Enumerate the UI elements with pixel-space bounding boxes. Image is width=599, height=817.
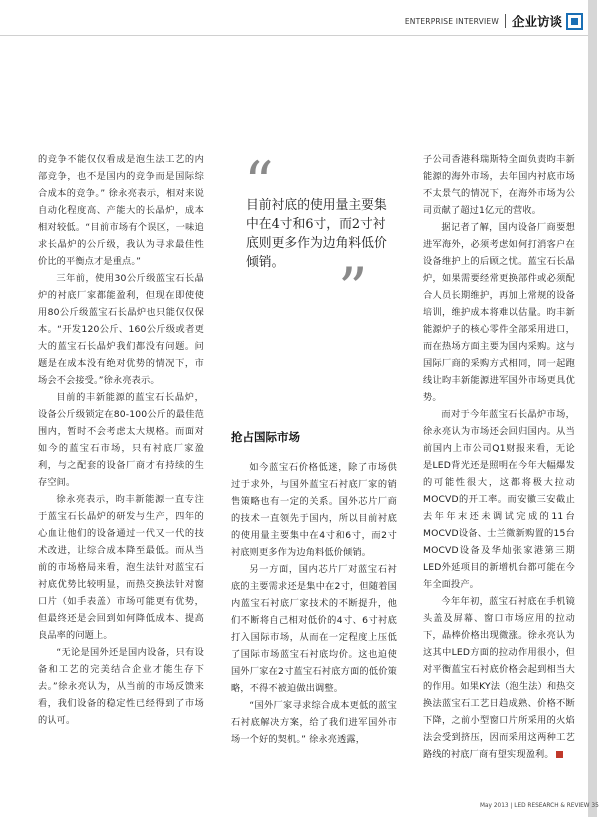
section-label-cn: 企业访谈 bbox=[511, 14, 562, 29]
issue-date: May 2013 bbox=[480, 803, 509, 809]
paragraph: “无论是国外还是国内设备，只有设备和工艺的完美结合企业才能生存下去。”徐永亮认为，从当前的市场反馈来看，我们设备的稳定性已经得到了市场的认可。 bbox=[38, 647, 204, 726]
article-column-1 bbox=[38, 151, 204, 729]
paragraph: 的竞争不能仅仅看成是泡生法工艺的内部竞争，也不是国内的竞争而是国际综合成本的竞争。” 徐永亮表示，相对来说自动化程度高、产能大的长晶炉，成本相对较低。“目前市场有个误区，一味追求长晶炉的公斤级，我认为寻求最佳性价比的平衡点才是重点。” bbox=[38, 154, 204, 267]
open-quote-icon: “ bbox=[244, 149, 274, 217]
footer-divider: | bbox=[510, 803, 515, 809]
magazine-logo-icon bbox=[566, 13, 583, 30]
section-label-en: ENTERPRISE INTERVIEW bbox=[404, 16, 499, 26]
article-column-3 bbox=[423, 151, 575, 763]
article-end-icon bbox=[556, 751, 563, 758]
close-quote-icon: ” bbox=[338, 255, 368, 323]
article-column-2 bbox=[231, 459, 397, 748]
paragraph: 目前的丰新能源的蓝宝石长晶炉，设备公斤级锁定在80-100公斤的最佳范围内，暂时不会考虑太大规格。而面对如今的蓝宝石市场，只有衬底厂家盈利，与之配套的设备厂商才有持续的生存空间。 bbox=[38, 392, 204, 488]
magazine-name: LED RESEARCH & REVIEW bbox=[514, 803, 590, 809]
paragraph bbox=[423, 593, 575, 763]
page-number: 35 bbox=[591, 803, 599, 809]
paragraph: 而对于今年蓝宝石长晶炉市场，徐永亮认为市场还会回归国内。从当前国内上市公司Q1财报来看，无论是LED背光还是照明在今年大幅爆发的可能性很大，这都将极大拉动MOCVD的开工率。而安徽三安截止去年年末还未调试完成的11台MOCVD设备、士兰微新购置的15台MOCVD设备及华灿张家港第三期LED外延项目的新增机台都可能在今年全面投产。 bbox=[423, 409, 575, 590]
paragraph: 据记者了解，国内设备厂商要想进军海外，必须考虑如何打消客户在设备维护上的后顾之忧。蓝宝石长晶炉，如果需要经常更换部件或必须配合人员长期维护，再加上常规的设备培训，维护成本将难以估量。昀丰新能源炉子的核心零件全部采用进口，而在热场方面主要为国内采购。这与国际厂商的采购方式相同，同一起跑线让昀丰新能源进军国外市场更具优势。 bbox=[423, 222, 575, 403]
pull-quote-text: 目前衬底的使用量主要集中在4寸和6寸，而2寸衬底则更多作为边角料低价倾销。 bbox=[246, 198, 387, 270]
paragraph: “国外厂家寻求综合成本更低的蓝宝石衬底解决方案，给了我们进军国外市场一个好的契机。” 徐永亮透露， bbox=[231, 700, 397, 745]
header-divider bbox=[505, 14, 506, 28]
paragraph: 如今蓝宝石价格低迷，除了市场供过于求外，与国外蓝宝石衬底厂家的销售策略也有一定的关系。国外芯片厂商的技术一直领先于国内，所以目前衬底的使用量主要集中在4寸和6寸，而2寸衬底则更多作为边角料低价倾销。 bbox=[231, 462, 397, 558]
paragraph: 三年前，使用30公斤级蓝宝石长晶炉的衬底厂家都能盈利，但现在即使使用80公斤级蓝宝石长晶炉也只能仅仅保本。“开发120公斤、160公斤级或者更大的蓝宝石长晶炉我们都没有问题。问题是在成本没有绝对优势的情况下，市场会不会接受。”徐永亮表示。 bbox=[38, 273, 204, 386]
page-header bbox=[405, 9, 583, 33]
paragraph: 子公司香港科瑞斯特全面负责昀丰新能源的海外市场，去年国内衬底市场不太景气的情况下，在海外市场为公司贡献了超过1亿元的营收。 bbox=[423, 154, 575, 216]
paragraph-text: 今年年初，蓝宝石衬底在手机镜头盖及屏幕、窗口市场应用的拉动下，晶棒价格出现微涨。徐永亮认为这其中LED方面的拉动作用很小，但对平衡蓝宝石衬底价格会起到相当大的作用。如果KY法（泡生法）和热交换法蓝宝石工艺日趋成熟、价格不断下降，之前小型窗口片所采用的火焰法会受到挤压，因而采用这两种工艺路线的衬底厂商有望实现盈利。 bbox=[423, 596, 575, 760]
paragraph: 徐永亮表示，昀丰新能源一直专注于蓝宝石长晶炉的研发与生产，四年的心血让他们的设备通过一代又一代的技术改进，让综合成本降至最低。而从当前的市场格局来看，泡生法针对蓝宝石衬底优势比较明显，而热交换法针对窗口片（如手表盖）市场可能更有优势，但最终还是会回到如何降低成本、提高良品率的问题上。 bbox=[38, 494, 204, 641]
pull-quote bbox=[244, 149, 394, 323]
paragraph: 另一方面，国内芯片厂对蓝宝石衬底的主要需求还是集中在2寸，但随着国内蓝宝石衬底厂家技术的不断提升，他们不断将自己相对低价的4寸、6寸衬底打入国际市场，从而在一定程度上压低了国际市场蓝宝石衬底均价。这也迫使国外厂家在2寸蓝宝石衬底方面的低价策略，不得不被迫做出调整。 bbox=[231, 564, 397, 694]
page-edge bbox=[588, 0, 597, 817]
header-rule bbox=[0, 35, 588, 36]
section-heading: 抢占国际市场 bbox=[231, 430, 300, 444]
page-footer bbox=[480, 803, 599, 809]
